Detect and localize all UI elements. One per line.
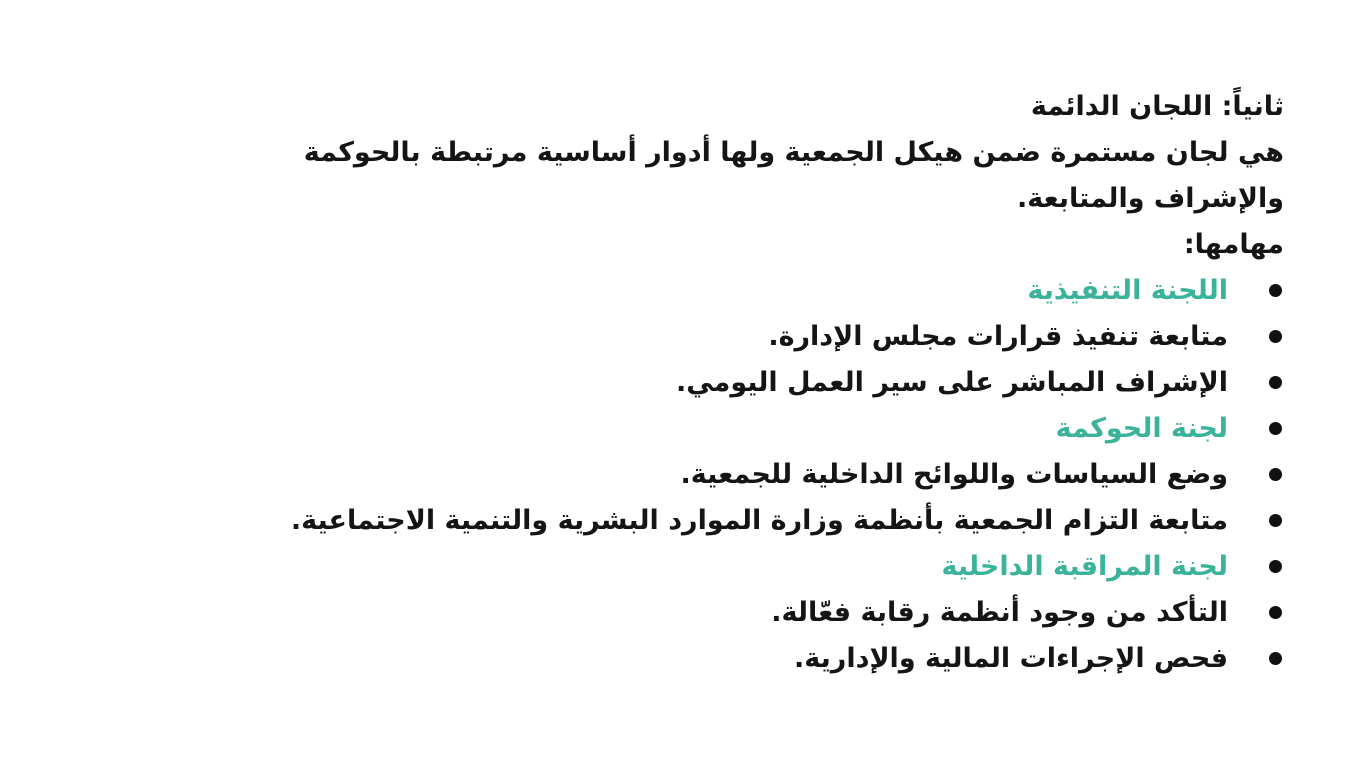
bullet-icon: [1269, 284, 1282, 297]
bullet-icon: [1269, 560, 1282, 573]
list-item-task: [144, 452, 1284, 498]
list-item-text: لجنة المراقبة الداخلية: [941, 551, 1228, 582]
bullet-icon: [1269, 422, 1282, 435]
bullet-icon: [1269, 376, 1282, 389]
committee-list: [144, 268, 1284, 682]
list-item-text: اللجنة التنفيذية: [1027, 275, 1228, 306]
slide-content: [144, 84, 1284, 682]
list-item-committee-heading: [144, 406, 1284, 452]
list-item-committee-heading: [144, 268, 1284, 314]
list-item-text: التأكد من وجود أنظمة رقابة فعّالة.: [771, 597, 1228, 628]
section-title: ثانياً: اللجان الدائمة: [1030, 91, 1284, 122]
list-item-text: لجنة الحوكمة: [1055, 413, 1228, 444]
bullet-icon: [1269, 514, 1282, 527]
list-item-task: [144, 636, 1284, 682]
bullet-icon: [1269, 330, 1282, 343]
bullet-icon: [1269, 468, 1282, 481]
list-item-task: [144, 314, 1284, 360]
list-item-text: فحص الإجراءات المالية والإدارية.: [794, 643, 1228, 674]
list-item-task: [144, 498, 1284, 544]
list-item-text: متابعة التزام الجمعية بأنظمة وزارة الموارد البشرية والتنمية الاجتماعية.: [290, 505, 1228, 536]
list-item-committee-heading: [144, 544, 1284, 590]
tasks-label: مهامها:: [1183, 229, 1284, 260]
intro-line-1: هي لجان مستمرة ضمن هيكل الجمعية ولها أدوار أساسية مرتبطة بالحوكمة: [303, 137, 1284, 168]
list-item-text: وضع السياسات واللوائح الداخلية للجمعية.: [680, 459, 1228, 490]
list-item-text: الإشراف المباشر على سير العمل اليومي.: [676, 367, 1228, 398]
bullet-icon: [1269, 652, 1282, 665]
intro-line-2: والإشراف والمتابعة.: [1017, 183, 1284, 214]
list-item-text: متابعة تنفيذ قرارات مجلس الإدارة.: [768, 321, 1228, 352]
list-item-task: [144, 590, 1284, 636]
bullet-icon: [1269, 606, 1282, 619]
list-item-task: [144, 360, 1284, 406]
